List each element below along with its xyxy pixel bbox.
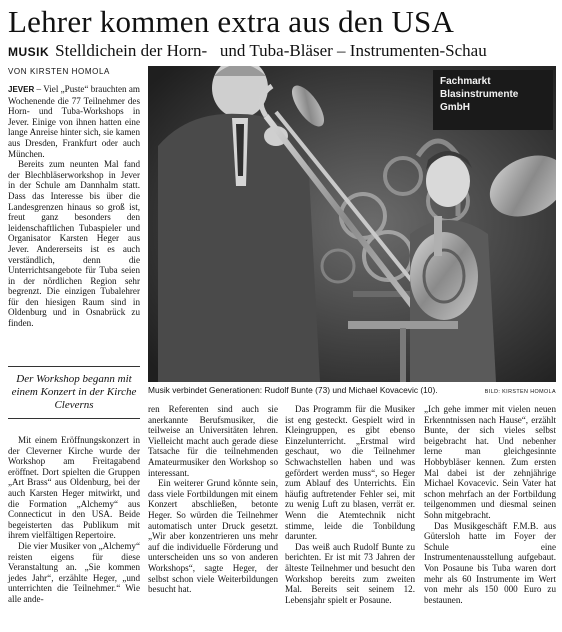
- shop-sign-line: GmbH: [440, 102, 470, 113]
- article-photo: [148, 66, 556, 382]
- article-column-2: [148, 404, 278, 595]
- photo-illustration: [148, 66, 556, 382]
- headline: Lehrer kommen extra aus den USA: [8, 4, 455, 39]
- paragraph: Das weiß auch Rudolf Bunte zu berichten. Er ist mit 73 Jahren der älteste Teilnehmer und besucht den Workshop bereits zum zweiten Mal. Bereits seit seinem 12. Lebensjahr spielt er Posaune.: [285, 541, 415, 605]
- caption-text: Musik verbindet Generationen: Rudolf Bunte (73) und Michael Kovacevic (10).: [148, 385, 438, 395]
- subheadline: Stelldichein der Horn- und Tuba-Bläser – Instrumenten-Schau: [55, 41, 487, 60]
- paragraph: Das Musikgeschäft F.M.B. aus Gütersloh hatte im Foyer der Schule eine Instrumentenausstellung aufgebaut. Von Posaune bis Tuba waren dort mehr als 60 Instrumente im Wert von mehr als 150 000 Euro zu bestaunen.: [424, 520, 556, 605]
- paragraph: Bereits zum neunten Mal fand der Blechbläserworkshop in Jever in der Schule am Dannhalm statt. Dass das Interesse bis über die Landesgrenzen hinaus so groß ist, freut ganz besonders den leidenschaftlichen Tubaspieler und Organisator Karsten Heger aus Jever. Andererseits ist es auch verständlich, denn die Unterrichtsangebote für Tuba seien in der nördlichen Region sehr begrenzt. Die einzigen Tubalehrer für den hiesigen Raum sind in Oldenburg und in Osnabrück zu finden.: [8, 159, 140, 329]
- music-stand: [348, 321, 458, 329]
- subheadline-row: [8, 41, 556, 62]
- shop-sign-line: Fachmarkt: [440, 76, 491, 87]
- section-kicker: MUSIK: [8, 45, 50, 59]
- photo-credit: BILD: KIRSTEN HOMOLA: [484, 389, 556, 395]
- article-column-4: [424, 404, 556, 605]
- paragraph-text: – Viel „Puste“ brauchten am Wochenende die 77 Teilnehmer des Horn- und Tuba-Workshops in Jever. Einige von ihnen hatten eine lange Anreise hinter sich, sie kamen aus Dresden, Frankfurt oder auch München.: [8, 84, 140, 159]
- shop-sign-line: Blasinstrumente: [440, 89, 519, 100]
- article-column-3: [285, 404, 415, 605]
- paragraph: „Ich gehe immer mit vielen neuen Erkenntnissen nach Hause“, erzählt Bunte, der sich vieles selbst beigebracht hat. Und nebenher lerne man gleichgesinnte Hobbybläser kennen. Zum ersten Mal dabei ist der zehnjährige Michael Kovacevic. Sein Vater hat schon mehrfach an der Fortbildung teilgenommen und diesmal seinen Sohn mitgebracht.: [424, 404, 556, 520]
- paragraph: Das Programm für die Musiker ist eng gesteckt. Gespielt wird in Kleingruppen, es gibt ebenso Einzelunterricht. „Erstmal wird geschaut, wo die Teilnehmer Schwachstellen haben und was gefördert werden muss“, so Heger zum Ablauf des Unterrichts. Ein häufig auftretender Fehler sei, mit zu wenig Luft zu blasen, verrät er. Wenn die Atemtechnik nicht stimme, leide die Tonbildung darunter.: [285, 404, 415, 542]
- article-column-1-bottom: [8, 435, 140, 605]
- baritone-horn: [410, 232, 478, 320]
- paragraph: Die vier Musiker von „Alchemy“ reisten eigens für diese Veranstaltung an. „Sie kommen jedes Jahr“, erzählte Heger, „und unterrichten die Teilnehmer.“ Wie alle ande-: [8, 540, 140, 604]
- photo-caption: [148, 385, 556, 397]
- dateline: JEVER: [8, 85, 35, 94]
- pull-quote: Der Workshop begann mit einem Konzert in der Kirche Cleverns: [8, 366, 140, 419]
- paragraph: Ein weiterer Grund könnte sein, dass viele Fortbildungen mit einem Konzert abschließen, betonte Heger. So würden die Teilnehmer automatisch unter Druck gesetzt. „Wir aber konzentrieren uns mehr auf die individuelle Förderung und unterscheiden uns so von anderen Workshops“, sagte Heger, der selbst schon viele Weiterbildungen besucht hat.: [148, 478, 278, 595]
- paragraph: [8, 84, 140, 159]
- paragraph: Mit einem Eröffnungskonzert in der Cleverner Kirche wurde der Workshop am Freitagabend eröffnet. Dort spielten die Gruppen „Art Brass“ aus Oldenburg, bei der auch Karsten Heger mitwirkt, und die Formation „Alchemy“ aus Connecticut in den USA. Beide begeisterten das Publikum mit ihrem vielfältigen Repertoire.: [8, 435, 140, 541]
- paragraph: ren Referenten sind auch sie anerkannte Berufsmusiker, die teilweise an Universitäten lehren. Vielleicht macht auch gerade diese Tatsache für die teilnehmenden Amateurmusiker den Workshop so interessant.: [148, 404, 278, 478]
- byline: VON KIRSTEN HOMOLA: [8, 67, 110, 76]
- article-column-1-top: [8, 84, 140, 329]
